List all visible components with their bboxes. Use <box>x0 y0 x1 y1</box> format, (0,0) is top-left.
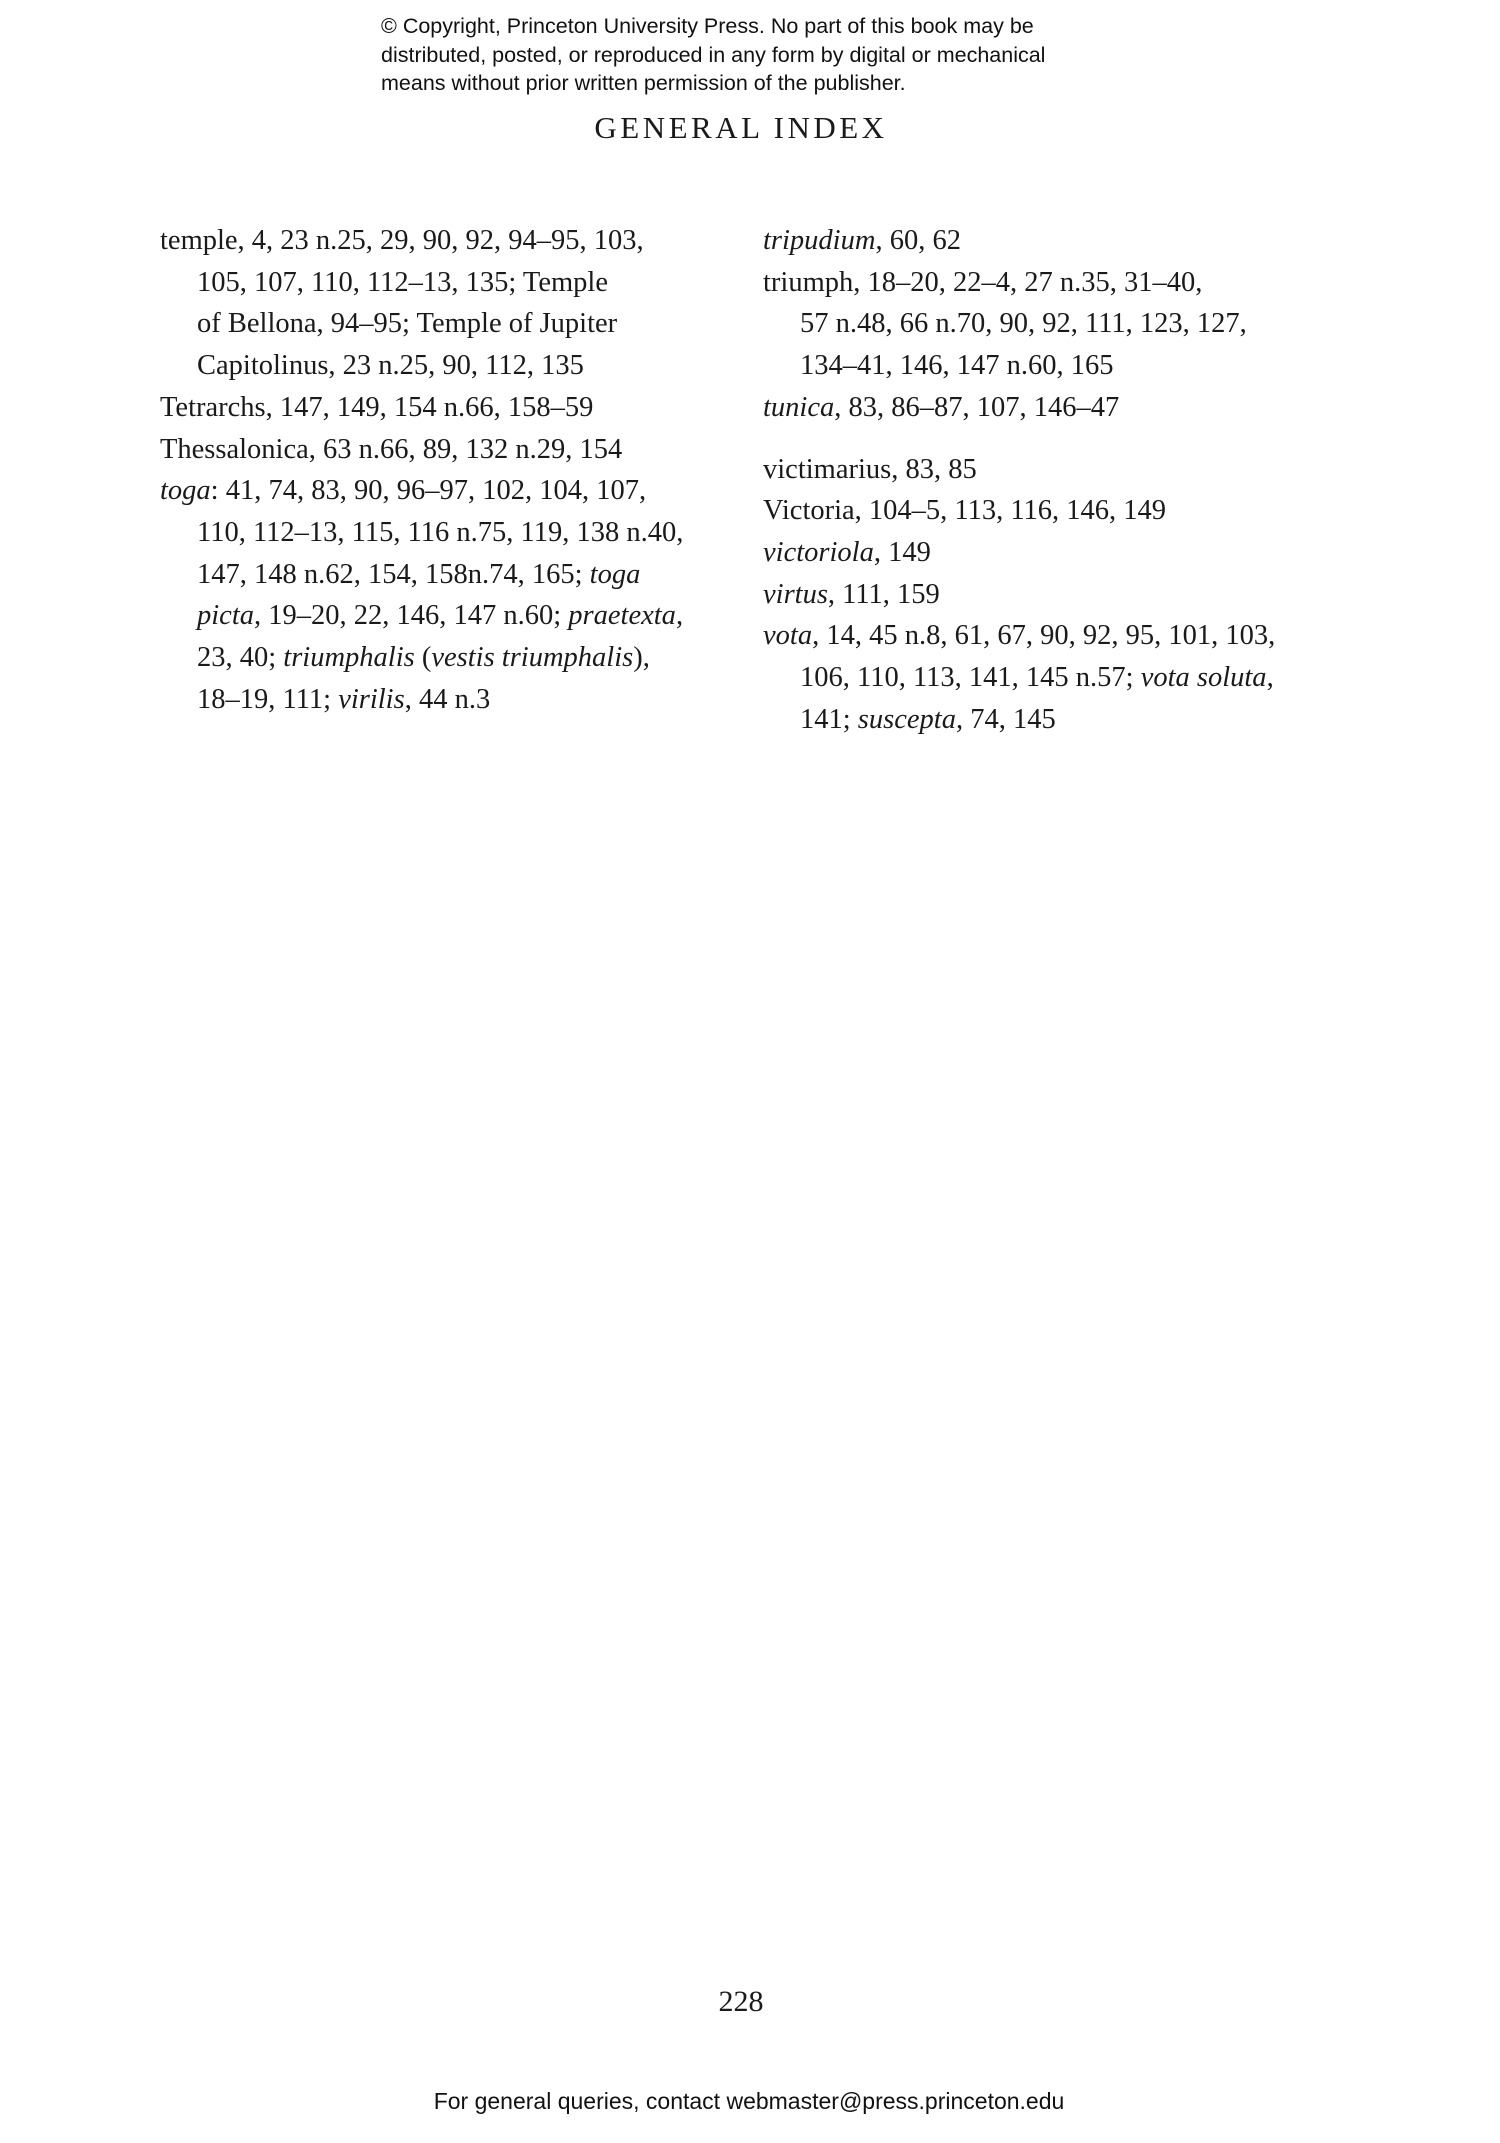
letter-group-gap <box>763 429 1343 449</box>
entry-line <box>197 679 740 721</box>
entry-line <box>800 699 1343 741</box>
entry-subterm: suscepta <box>857 703 956 735</box>
entry-subterm: triumphalis <box>283 642 415 674</box>
entry-line: victimarius, 83, 85 <box>763 453 977 485</box>
index-entry-temple <box>160 220 740 387</box>
entry-line <box>763 574 1343 616</box>
index-entry-vota <box>763 615 1343 740</box>
entry-subterm: toga <box>589 558 641 590</box>
copyright-line: © Copyright, Princeton University Press. No part of this book may be <box>381 14 1034 38</box>
entry-text: ( <box>414 642 432 674</box>
entry-line <box>763 532 1343 574</box>
entry-term: tunica <box>763 391 835 423</box>
entry-line <box>763 387 1343 429</box>
entry-line: 105, 107, 110, 112–13, 135; Temple <box>197 266 608 298</box>
entry-line: Capitolinus, 23 n.25, 90, 112, 135 <box>197 350 584 382</box>
entry-subterm: vestis triumphalis <box>431 642 634 674</box>
entry-text: , 83, 86–87, 107, 146–47 <box>834 391 1120 423</box>
entry-text: 18–19, 111; <box>197 683 339 715</box>
index-entry-victoria <box>763 490 1343 532</box>
footer-contact: For general queries, contact webmaster@press.princeton.edu <box>433 2088 1065 2114</box>
entry-term: victoriola <box>763 536 874 568</box>
entry-line: triumph, 18–20, 22–4, 27 n.35, 31–40, <box>763 266 1203 298</box>
entry-line: Thessalonica, 63 n.66, 89, 132 n.29, 154 <box>160 433 623 465</box>
entry-text: , 60, 62 <box>875 225 961 256</box>
index-entry-victoriola <box>763 532 1343 574</box>
entry-subterm: virilis <box>338 683 405 715</box>
entry-text: , 74, 145 <box>955 703 1056 735</box>
entry-subterm: picta <box>197 600 254 632</box>
entry-line: 134–41, 146, 147 n.60, 165 <box>800 350 1114 382</box>
entry-text: 147, 148 n.62, 154, 158n.74, 165; <box>197 558 590 590</box>
index-column-right <box>763 220 1343 740</box>
entry-line: 110, 112–13, 115, 116 n.75, 119, 138 n.40, <box>197 516 684 548</box>
index-entry-triumph <box>763 262 1343 387</box>
entry-text: , 19–20, 22, 146, 147 n.60; <box>254 600 569 632</box>
entry-text: , 111, 159 <box>827 578 940 610</box>
entry-text: , 14, 45 n.8, 61, 67, 90, 92, 95, 101, 103, <box>812 620 1276 652</box>
index-entry-virtus <box>763 574 1343 616</box>
entry-text: 106, 110, 113, 141, 145 n.57; <box>800 662 1141 694</box>
entry-term: tripudium <box>763 225 876 256</box>
index-entry-victimarius <box>763 449 1343 491</box>
entry-text: : 41, 74, 83, 90, 96–97, 102, 104, 107, <box>210 475 647 507</box>
entry-line: temple, 4, 23 n.25, 29, 90, 92, 94–95, 103, <box>160 225 644 256</box>
index-entry-tunica <box>763 387 1343 429</box>
copyright-line: distributed, posted, or reproduced in any form by digital or mechanical <box>381 42 1046 67</box>
entry-line: Victoria, 104–5, 113, 116, 146, 149 <box>763 495 1167 527</box>
entry-text: , <box>1266 662 1274 694</box>
entry-line <box>197 554 740 596</box>
entry-text: , 44 n.3 <box>404 683 491 715</box>
index-entry-tripudium <box>763 220 1343 262</box>
entry-line <box>197 595 740 637</box>
entry-term: virtus <box>763 578 828 610</box>
copyright-line: means without prior written permission of the publisher. <box>381 71 906 95</box>
running-head: GENERAL INDEX <box>594 110 888 145</box>
entry-line <box>800 657 1343 699</box>
entry-text: 141; <box>800 703 858 735</box>
index-entry-toga <box>160 470 740 720</box>
entry-text: ), <box>633 642 650 674</box>
entry-line <box>160 470 740 512</box>
entry-subterm: praetexta <box>568 600 676 632</box>
page-number: 228 <box>718 1985 764 2018</box>
entry-subterm: vota soluta <box>1140 662 1267 694</box>
entry-line <box>763 220 1343 262</box>
index-entry-tetrarchs <box>160 387 740 429</box>
copyright-notice <box>381 12 1181 98</box>
entry-text: , 149 <box>873 536 931 568</box>
index-column-left <box>160 220 740 720</box>
entry-line: Tetrarchs, 147, 149, 154 n.66, 158–59 <box>160 391 594 423</box>
entry-term: toga <box>160 475 211 507</box>
entry-term: vota <box>763 620 813 652</box>
entry-line: of Bellona, 94–95; Temple of Jupiter <box>197 308 618 340</box>
entry-text: 23, 40; <box>197 642 284 674</box>
entry-text: , <box>675 600 684 632</box>
entry-line <box>197 637 740 679</box>
entry-line: 57 n.48, 66 n.70, 90, 92, 111, 123, 127, <box>800 308 1247 340</box>
index-entry-thessalonica <box>160 429 740 471</box>
entry-line <box>763 615 1343 657</box>
